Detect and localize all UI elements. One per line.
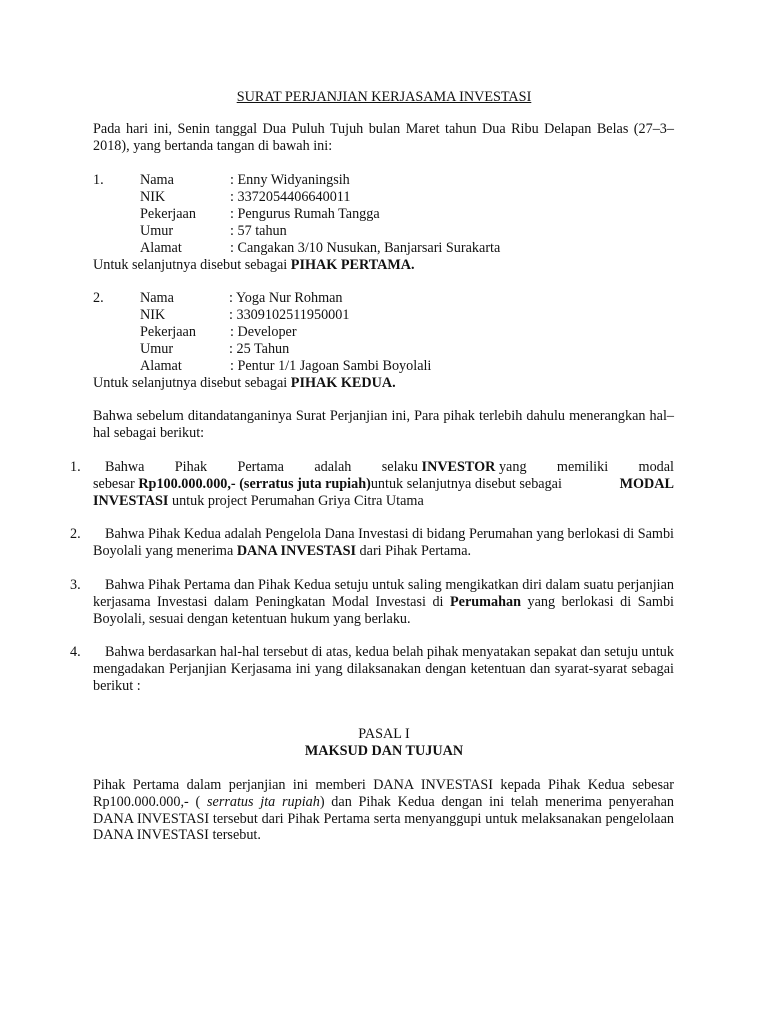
point-1-word: selaku [381,459,418,475]
point-1-number: 1. [70,459,81,475]
point-1-investor-bold: INVESTOR [421,459,496,475]
party-1-age-label: Umur [140,223,174,239]
point-4-text: Bahwa berdasarkan hal-hal tersebut di atas, kedua belah pihak menyatakan sepakat dan setuju untuk mengadakan Perjanjian Kerjasama ini yang dilaksanakan dengan ketentuan dan syarat-syarat sebagai berikut : [93,644,674,694]
point-1-line-3 [93,493,424,510]
point-1-text: untuk selanjutnya disebut sebagai [370,476,562,492]
party-2-designation-bold: PIHAK KEDUA. [290,375,396,391]
party-1-address-label: Alamat [140,240,182,256]
party-2-number: 2. [93,290,104,306]
party-2-job-value: : Developer [230,324,297,340]
party-2-nik-value: : 3309102511950001 [229,307,350,323]
party-1-name-label: Nama [140,172,174,188]
party-2-name-label: Nama [140,290,174,306]
party-2-address-value: : Pentur 1/1 Jagoan Sambi Boyolali [230,358,432,374]
point-3-text-pre: Bahwa Pihak Pertama dan Pihak Kedua setuju untuk saling mengikatkan diri dalam suatu perjanjian kerjasama Investasi dalam Peningkatan Modal Investasi di [93,577,674,610]
point-1-text: untuk project Perumahan Griya Citra Utama [168,493,424,509]
party-1-designation-bold: PIHAK PERTAMA. [290,257,415,273]
point-1-text: sebesar [93,476,139,492]
party-1-name-value: : Enny Widyaningsih [230,172,350,188]
preamble-paragraph: Bahwa sebelum ditandatanganinya Surat Perjanjian ini, Para pihak terlebih dahulu menerangkan hal–hal sebagai berikut: [93,408,674,441]
pasal-subheading: MAKSUD DAN TUJUAN [304,743,464,759]
party-1-address-value: : Cangakan 3/10 Nusukan, Banjarsari Surakarta [230,240,501,256]
party-1-designation [93,257,415,274]
point-4-number: 4. [70,644,81,660]
point-2-text [93,526,674,560]
pasal-text-italic: serratus jta rupiah [207,793,320,810]
point-2-text-post: dari Pihak Pertama. [356,542,472,559]
point-1-word: yang [498,459,527,475]
party-1-job-value: : Pengurus Rumah Tangga [230,206,380,222]
point-1-word: Pihak [174,459,208,475]
party-2-address-label: Alamat [140,358,182,374]
party-1-nik-value: : 3372054406640011 [230,189,351,205]
point-1-word: Bahwa [105,459,145,475]
point-1-line-2-left [93,476,562,493]
party-1-job-label: Pekerjaan [140,206,196,222]
point-1-amount-bold: Rp100.000.000,- (serratus juta rupiah) [138,476,371,492]
pasal-heading: PASAL I [358,726,410,742]
party-1-age-value: : 57 tahun [230,223,287,239]
point-2-text-bold: DANA INVESTASI [236,542,356,559]
point-1-word: adalah [314,459,352,475]
point-1-word: memiliki [556,459,609,475]
party-2-designation-text: Untuk selanjutnya disebut sebagai [93,375,291,391]
point-3-text-post: yang berlokasi di Sambi Boyolali, sesuai dengan ketentuan hukum yang berlaku. [93,593,674,627]
party-2-name-value: : Yoga Nur Rohman [229,290,343,306]
point-3-text-bold: Perumahan [450,593,521,610]
point-1-word: modal [638,459,674,475]
point-3-number: 3. [70,577,81,593]
point-1-investasi-bold: INVESTASI [93,493,169,509]
party-1-nik-label: NIK [140,189,166,205]
party-1-number: 1. [93,172,104,188]
point-1-word-group [382,459,527,476]
point-1-line-2 [93,476,674,493]
party-2-age-label: Umur [140,341,174,357]
party-2-nik-label: NIK [140,307,166,323]
document-title: SURAT PERJANJIAN KERJASAMA INVESTASI [236,89,532,105]
point-1-word: Pertama [237,459,284,475]
point-1-line-1 [93,459,674,476]
party-2-job-label: Pekerjaan [140,324,196,340]
point-1-modal-bold: MODAL [619,476,674,492]
pasal-text-pre: Pihak Pertama dalam perjanjian ini memberi DANA INVESTASI kepada Pihak Kedua sebesar Rp100.000.000,- ( [93,777,674,810]
point-2-text-pre: Bahwa Pihak Kedua adalah Pengelola Dana Investasi di bidang Perumahan yang berlokasi di Sambi Boyolali yang menerima [93,526,674,559]
party-2-age-value: : 25 Tahun [229,341,290,357]
party-1-designation-text: Untuk selanjutnya disebut sebagai [93,257,291,273]
point-3-text [93,577,674,627]
pasal-paragraph [93,777,674,844]
pasal-text-post: ) dan Pihak Kedua dengan ini telah menerima penyerahan DANA INVESTASI tersebut dari Pihak Pertama serta menyanggupi untuk melaksanakan pengelolaan DANA INVESTASI tersebut. [93,793,674,844]
party-2-designation [93,375,396,392]
intro-paragraph: Pada hari ini, Senin tanggal Dua Puluh Tujuh bulan Maret tahun Dua Ribu Delapan Belas (27–3–2018), yang bertanda tangan di bawah ini: [93,121,674,154]
point-2-number: 2. [70,526,81,542]
